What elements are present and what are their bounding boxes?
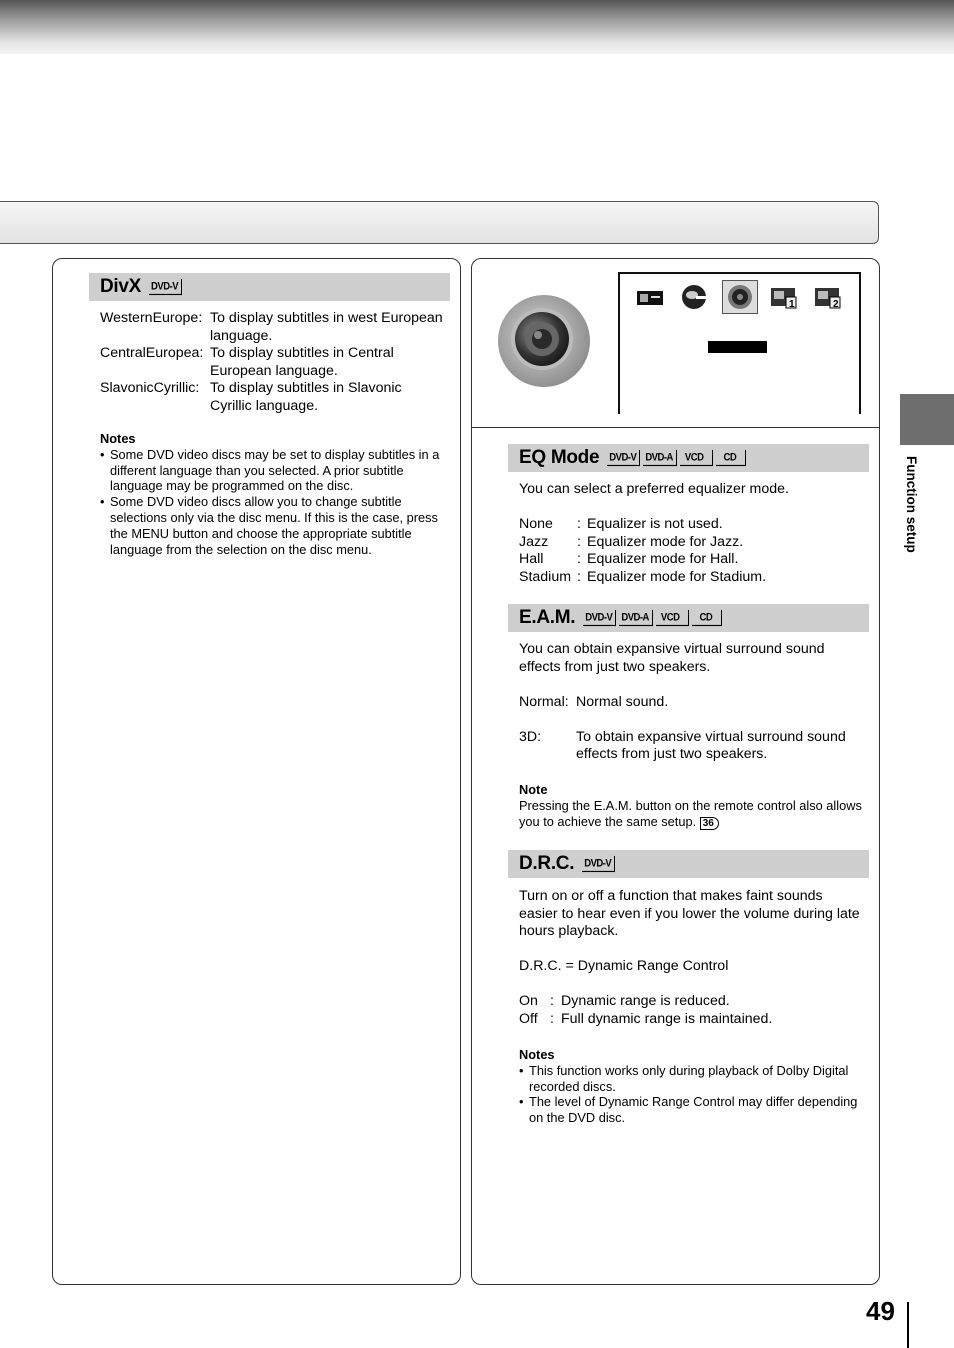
badge-dvd-v: DVD-V: [607, 450, 640, 466]
chapter-tab: [900, 394, 954, 445]
note-item: • Some DVD video discs allow you to change subtitle selections only via the disc menu. If this is the case, press the MENU button and choose the appropriate subtitle language from the selection on the disc menu.: [100, 494, 438, 557]
notes-heading: Notes: [519, 1047, 555, 1062]
badge-dvd-v: DVD-V: [149, 279, 182, 295]
eam-title: E.A.M.: [519, 607, 576, 628]
eam-option-3d: 3D: To obtain expansive virtual surround sound effects from just two speakers.: [519, 728, 846, 762]
drc-definition: D.R.C. = Dynamic Range Control: [519, 958, 729, 974]
badge-dvd-a: DVD-A: [643, 450, 677, 466]
eq-option: Stadium : Equalizer mode for Stadium.: [519, 568, 767, 585]
svg-text:1: 1: [789, 299, 795, 310]
drc-option: Off : Full dynamic range is maintained.: [519, 1010, 773, 1027]
divx-option: CentralEuropea: To display subtitles in Central European language.: [100, 345, 394, 379]
eam-header: [508, 604, 869, 632]
lock-icon-2: [814, 284, 842, 310]
badge-dvd-v: DVD-V: [583, 610, 616, 626]
drc-body: [519, 888, 864, 1028]
note-heading: Note: [519, 782, 548, 797]
eq-option: Hall : Equalizer mode for Hall.: [519, 551, 739, 567]
drc-intro: Turn on or off a function that makes faint sounds easier to hear even if you lower the volume during late hours playback.: [519, 888, 860, 939]
eq-mode-intro: You can select a preferred equalizer mode.: [519, 481, 789, 497]
eam-note: [519, 782, 864, 830]
badge-dvd-a: DVD-A: [619, 610, 653, 626]
divx-option: SlavonicCyrillic: To display subtitles in Slavonic Cyrillic language.: [100, 380, 402, 414]
top-gradient-band: [0, 0, 954, 54]
eq-mode-header: [508, 444, 869, 472]
drc-notes: [519, 1047, 864, 1126]
note-item: • Some DVD video discs may be set to display subtitles in a different language than you selected. A prior subtitle language may be programmed on the disc.: [100, 446, 440, 494]
eq-mode-title: EQ Mode: [519, 447, 600, 468]
page-number-rule: [907, 1302, 909, 1348]
divx-header: [89, 273, 450, 301]
panel-divider: [472, 427, 879, 428]
divx-notes: [100, 431, 445, 557]
badge-vcd: VCD: [680, 450, 714, 466]
eq-mode-body: [519, 481, 864, 586]
eam-option-normal: Normal: Normal sound.: [519, 693, 669, 710]
speaker-icon: [496, 293, 592, 389]
badge-vcd: VCD: [656, 610, 690, 626]
picture-icon: [636, 284, 664, 310]
speaker-icon: [726, 284, 754, 310]
badge-cd: CD: [692, 610, 722, 626]
eq-option: None : Equalizer is not used.: [519, 516, 723, 532]
section-header-bar: [0, 201, 879, 244]
eq-option: Jazz : Equalizer mode for Jazz.: [519, 533, 744, 550]
svg-text:2: 2: [833, 299, 839, 310]
divx-options: [100, 310, 445, 415]
divx-title: DivX: [100, 276, 142, 297]
drc-option: On : Dynamic range is reduced.: [519, 993, 730, 1009]
menu-selection-bar: [708, 341, 767, 353]
badge-dvd-v: DVD-V: [582, 856, 615, 872]
chapter-label: Function setup: [904, 456, 919, 553]
drc-header: [508, 850, 869, 878]
language-icon: [680, 284, 708, 310]
divx-option: WesternEurope: To display subtitles in west European language.: [100, 310, 443, 344]
eam-note-text: Pressing the E.A.M. button on the remote control also allows you to achieve the same setup. 36: [519, 797, 862, 829]
page-ref-badge: 36: [700, 817, 719, 830]
lock-icon-1: [770, 284, 798, 310]
eam-intro: You can obtain expansive virtual surround sound effects from just two speakers.: [519, 641, 825, 675]
setup-menu-screen: [618, 272, 861, 414]
drc-title: D.R.C.: [519, 853, 575, 874]
page-number: 49: [866, 1296, 895, 1326]
notes-heading: Notes: [100, 431, 136, 446]
eam-body: [519, 641, 864, 764]
note-item: • This function works only during playback of Dolby Digital recorded discs.: [519, 1062, 849, 1094]
note-item: • The level of Dynamic Range Control may differ depending on the DVD disc.: [519, 1094, 858, 1126]
badge-cd: CD: [716, 450, 746, 466]
